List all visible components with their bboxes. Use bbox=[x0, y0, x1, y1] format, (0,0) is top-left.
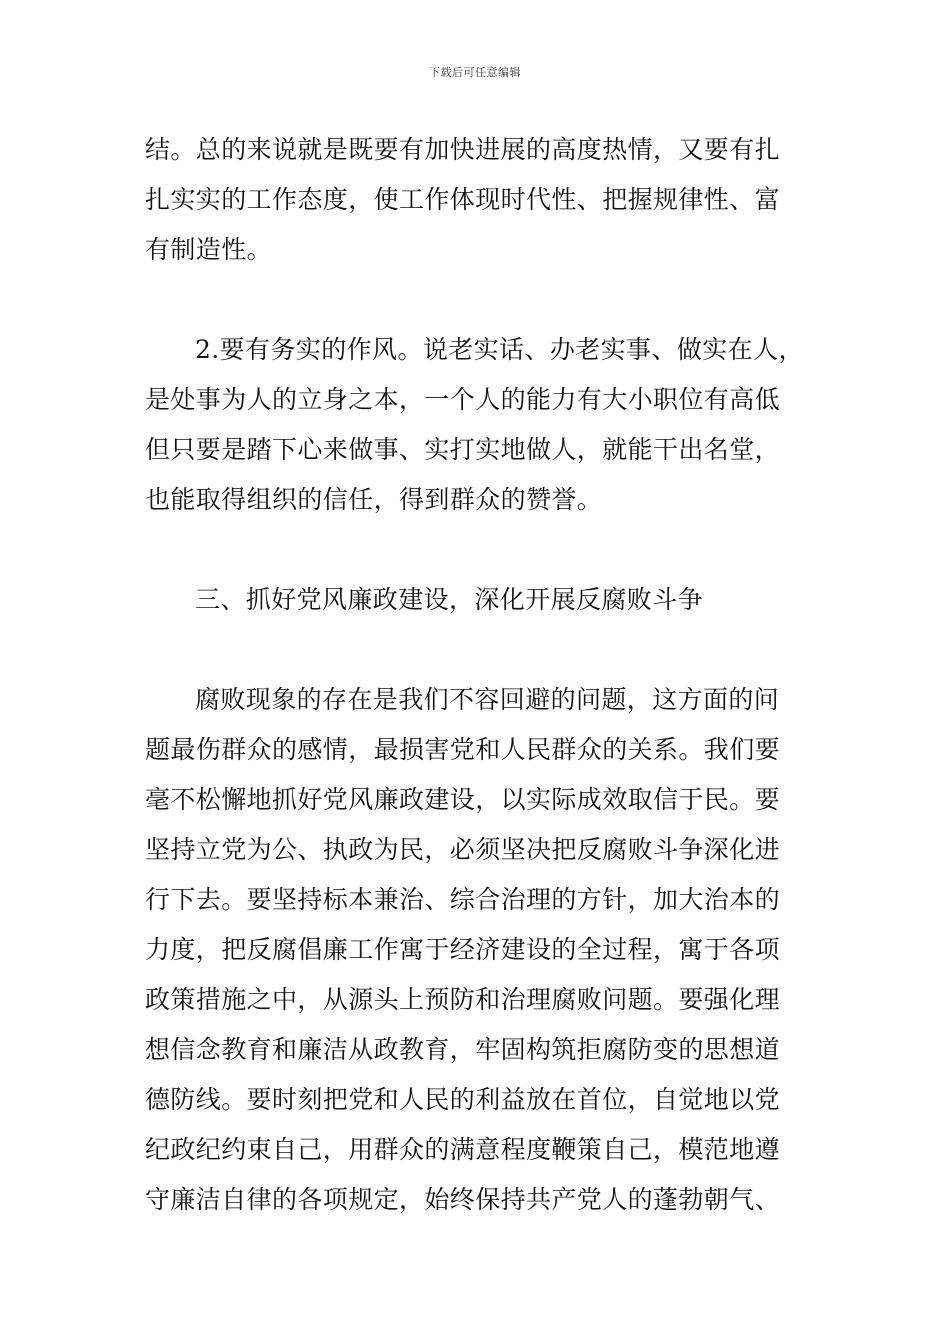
paragraph-3-line-9: 德防线。要时刻把党和人民的利益放在首位，自觉地以党 bbox=[145, 1085, 781, 1114]
paragraph-3-line-6: 力度，把反腐倡廉工作寓于经济建设的全过程，寓于各项 bbox=[145, 935, 781, 964]
paragraph-3-line-7: 政策措施之中，从源头上预防和治理腐败问题。要强化理 bbox=[145, 985, 781, 1014]
paragraph-3-line-4: 坚持立党为公、执政为民，必须坚决把反腐败斗争深化进 bbox=[145, 835, 781, 864]
paragraph-1-line-3: 有制造性。 bbox=[145, 235, 273, 264]
paragraph-1-line-1: 结。总的来说就是既要有加快进展的高度热情，又要有扎 bbox=[145, 135, 781, 164]
page-header-note: 下载后可任意编辑 bbox=[429, 66, 521, 79]
paragraph-2-line-1: 2.要有务实的作风。说老实话、办老实事、做实在人， bbox=[195, 335, 804, 364]
paragraph-2-line-2: 是处事为人的立身之本，一个人的能力有大小职位有高低 bbox=[145, 385, 781, 414]
paragraph-2-line-4: 也能取得组织的信任，得到群众的赞誉。 bbox=[145, 485, 603, 514]
paragraph-3-line-1: 腐败现象的存在是我们不容回避的问题，这方面的问 bbox=[195, 685, 780, 714]
paragraph-1-line-2: 扎实实的工作态度，使工作体现时代性、把握规律性、富 bbox=[145, 185, 781, 214]
paragraph-3-line-3: 毫不松懈地抓好党风廉政建设，以实际成效取信于民。要 bbox=[145, 785, 781, 814]
paragraph-2-line-3: 但只要是踏下心来做事、实打实地做人，就能干出名堂， bbox=[145, 435, 781, 464]
paragraph-3-line-2: 题最伤群众的感情，最损害党和人民群众的关系。我们要 bbox=[145, 735, 781, 764]
paragraph-3-line-11: 守廉洁自律的各项规定，始终保持共产党人的蓬勃朝气、 bbox=[145, 1185, 781, 1214]
paragraph-3-line-8: 想信念教育和廉洁从政教育，牢固构筑拒腐防变的思想道 bbox=[145, 1035, 781, 1064]
section-heading: 三、抓好党风廉政建设，深化开展反腐败斗争 bbox=[195, 585, 704, 614]
paragraph-3-line-5: 行下去。要坚持标本兼治、综合治理的方针，加大治本的 bbox=[145, 885, 781, 914]
paragraph-3-line-10: 纪政纪约束自己，用群众的满意程度鞭策自己，模范地遵 bbox=[145, 1135, 781, 1164]
